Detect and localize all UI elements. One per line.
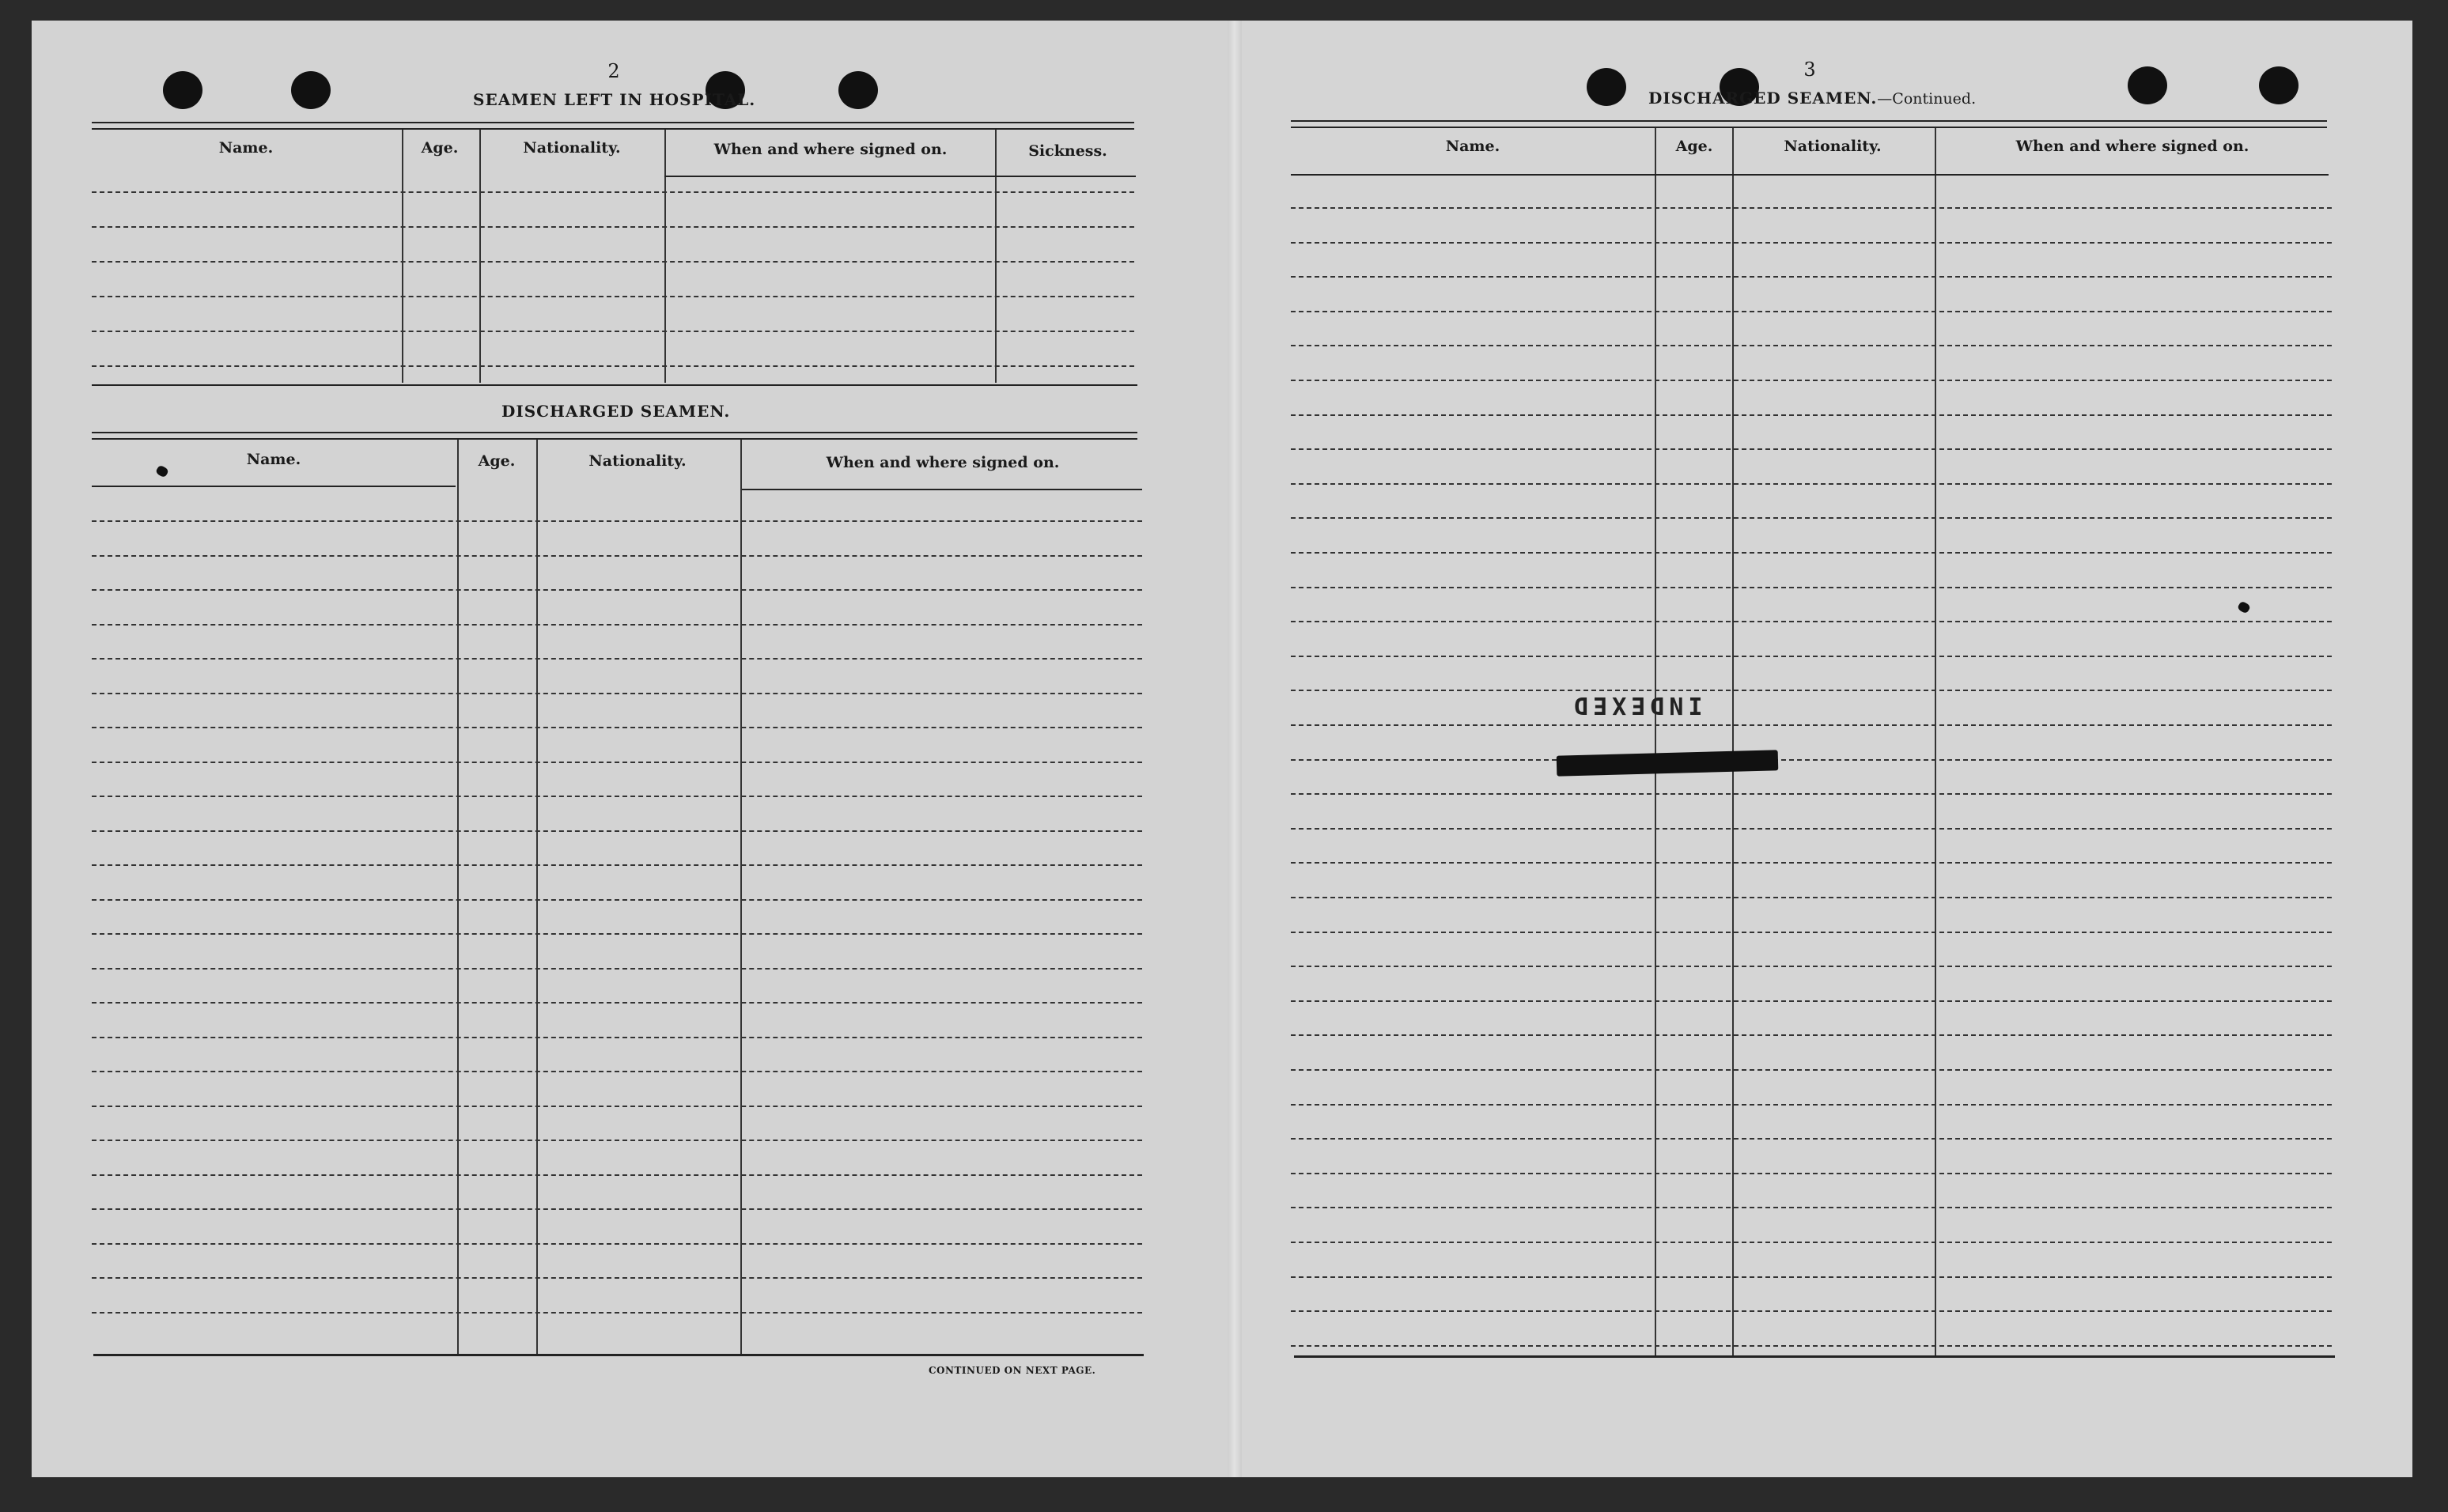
entry-line: [92, 899, 1142, 901]
punch-hole: [2259, 66, 2299, 104]
entry-line: [1291, 724, 2332, 726]
table-top-rule: [92, 128, 1134, 130]
entry-line: [1291, 1138, 2332, 1140]
header-underline: [664, 176, 1136, 177]
entry-line: [1291, 828, 2332, 830]
table-top-rule: [92, 122, 1134, 123]
hospital-section-title: SEAMEN LEFT IN HOSPITAL.: [473, 90, 756, 109]
entry-line: [1291, 517, 2332, 519]
entry-line: [92, 1174, 1142, 1176]
column-header-age: Age.: [1675, 138, 1713, 155]
entry-line: [92, 830, 1142, 832]
punch-hole: [163, 71, 202, 109]
entry-line: [92, 968, 1142, 970]
entry-line: [92, 520, 1142, 522]
page-fold: [1228, 21, 1242, 1477]
entry-line: [92, 191, 1134, 193]
entry-line: [92, 1106, 1142, 1107]
column-divider: [536, 440, 538, 1355]
entry-line: [1291, 690, 2332, 691]
entry-line: [1291, 932, 2332, 933]
table-top-rule: [1291, 120, 2327, 122]
entry-line: [1291, 345, 2332, 346]
entry-line: [1291, 1173, 2332, 1174]
entry-line: [92, 226, 1134, 228]
entry-line: [92, 1002, 1142, 1004]
entry-line: [1291, 1207, 2332, 1208]
entry-line: [1291, 793, 2332, 795]
column-header-nationality: Nationality.: [588, 452, 687, 470]
entry-line: [92, 1037, 1142, 1038]
left-page: [32, 21, 1234, 1477]
entry-line: [1291, 448, 2332, 450]
right-page: [1234, 21, 2412, 1477]
entry-line: [92, 693, 1142, 694]
entry-line: [1291, 587, 2332, 588]
entry-line: [1291, 276, 2332, 278]
entry-line: [1291, 1310, 2332, 1312]
entry-line: [92, 1277, 1142, 1279]
entry-line: [1291, 1000, 2332, 1002]
entry-line: [92, 331, 1134, 332]
entry-line: [1291, 1034, 2332, 1036]
entry-line: [92, 933, 1142, 935]
entry-line: [1291, 207, 2332, 209]
entry-line: [1291, 897, 2332, 898]
entry-line: [1291, 1069, 2332, 1071]
entry-line: [1291, 1276, 2332, 1278]
entry-line: [1291, 1242, 2332, 1243]
discharged-title-text: DISCHARGED SEAMEN.: [1648, 89, 1878, 108]
header-underline: [1291, 174, 2329, 176]
column-header-nationality: Nationality.: [523, 139, 621, 157]
column-header-signed-on: When and where signed on.: [713, 141, 948, 158]
entry-line: [92, 864, 1142, 866]
continued-note: CONTINUED ON NEXT PAGE.: [929, 1365, 1096, 1376]
page-number: 2: [607, 60, 620, 82]
column-divider: [664, 130, 666, 383]
entry-line: [1291, 483, 2332, 485]
indexed-stamp: INDEXED: [1569, 691, 1703, 719]
column-divider: [457, 440, 459, 1355]
page-number: 3: [1803, 59, 1816, 81]
entry-line: [92, 1208, 1142, 1210]
table-bottom-rule: [92, 384, 1137, 386]
entry-line: [92, 624, 1142, 626]
entry-line: [1291, 621, 2332, 622]
column-divider: [995, 130, 997, 383]
punch-hole: [838, 71, 878, 109]
table-bottom-rule: [1294, 1355, 2335, 1358]
column-header-age: Age.: [478, 452, 516, 470]
column-divider: [479, 130, 481, 383]
entry-line: [1291, 380, 2332, 381]
entry-line: [1291, 242, 2332, 244]
entry-line: [92, 1071, 1142, 1072]
discharged-section-title: DISCHARGED SEAMEN.: [501, 402, 731, 421]
column-header-sickness: Sickness.: [1028, 142, 1107, 160]
column-header-signed-on: When and where signed on.: [2015, 138, 2249, 155]
column-header-name: Name.: [1445, 138, 1500, 155]
entry-line: [1291, 759, 2332, 761]
entry-line: [92, 365, 1134, 367]
entry-line: [92, 1312, 1142, 1314]
entry-line: [1291, 1104, 2332, 1106]
punch-hole: [2128, 66, 2167, 104]
column-header-nationality: Nationality.: [1784, 138, 1882, 155]
column-header-signed-on: When and where signed on.: [826, 454, 1060, 471]
column-divider: [402, 130, 403, 383]
entry-line: [92, 555, 1142, 557]
table-top-rule: [92, 438, 1137, 440]
continued-label: —Continued.: [1877, 90, 1977, 108]
table-top-rule: [1291, 127, 2327, 128]
entry-line: [92, 261, 1134, 263]
header-underline: [742, 489, 1142, 490]
entry-line: [1291, 311, 2332, 312]
entry-line: [92, 296, 1134, 297]
entry-line: [92, 1140, 1142, 1141]
entry-line: [92, 727, 1142, 728]
column-header-name: Name.: [218, 139, 274, 157]
column-header-name: Name.: [246, 451, 301, 468]
table-bottom-rule: [93, 1354, 1144, 1356]
header-underline: [92, 486, 456, 487]
entry-line: [92, 1243, 1142, 1245]
entry-line: [1291, 552, 2332, 554]
column-header-age: Age.: [421, 139, 459, 157]
column-divider: [740, 440, 742, 1355]
discharged-continued-title: [1648, 89, 1976, 108]
entry-line: [1291, 862, 2332, 864]
entry-line: [92, 589, 1142, 591]
entry-line: [1291, 966, 2332, 967]
entry-line: [1291, 414, 2332, 416]
punch-hole: [291, 71, 331, 109]
entry-line: [92, 762, 1142, 763]
punch-hole: [1587, 68, 1626, 106]
entry-line: [92, 796, 1142, 797]
entry-line: [92, 658, 1142, 660]
table-top-rule: [92, 432, 1137, 433]
entry-line: [1291, 1345, 2332, 1347]
entry-line: [1291, 656, 2332, 657]
